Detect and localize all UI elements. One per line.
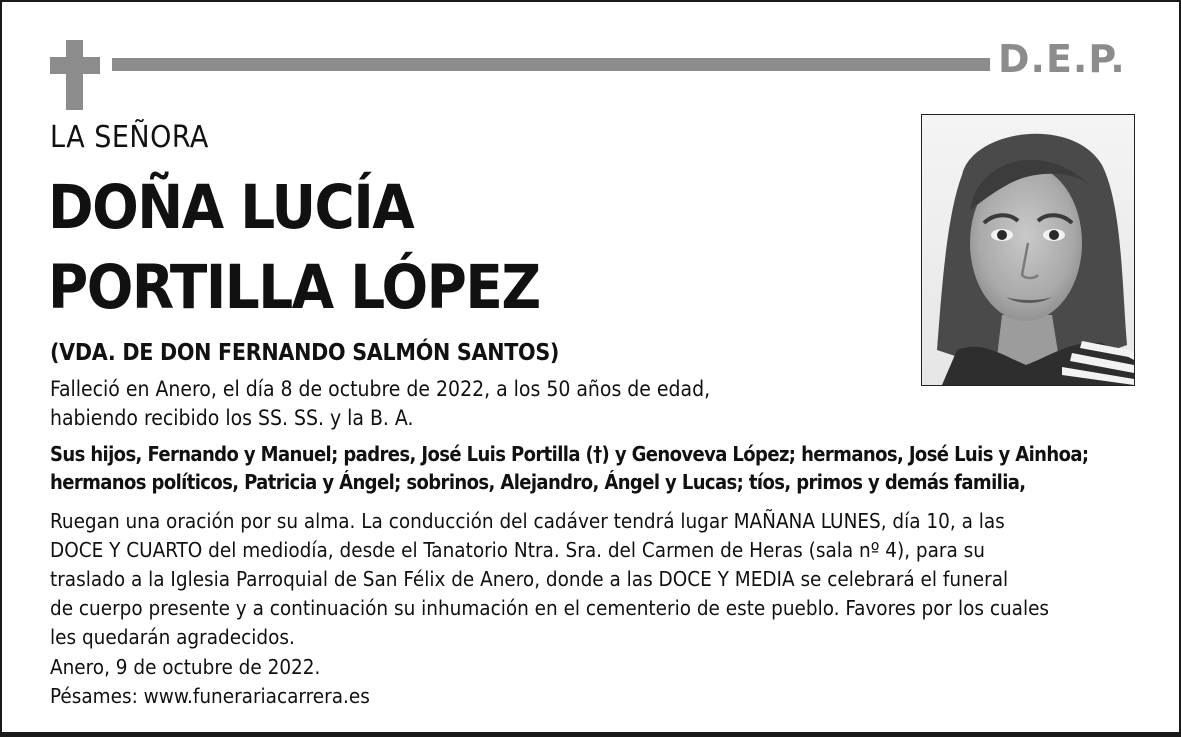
deceased-name (48, 168, 540, 328)
condolences-link[interactable]: Pésames: www.funerariacarrera.es (50, 684, 370, 708)
place-date: Anero, 9 de octubre de 2022. (50, 655, 321, 679)
death-notice-line-2: habiendo recibido los SS. SS. y la B. A. (50, 406, 414, 430)
death-notice (50, 375, 770, 433)
widow-of: (VDA. DE DON FERNANDO SALMÓN SANTOS) (50, 340, 560, 366)
cross-icon (50, 40, 100, 110)
prayer-line-5: les quedarán agradecidos. (50, 625, 295, 649)
name-line-1: DOÑA LUCÍA (48, 172, 414, 243)
deceased-title: LA SEÑORA (50, 120, 209, 155)
family-line-1: Sus hijos, Fernando y Manuel; padres, José Luis Portilla (†) y Genoveva López; hermanos, José Luis y Ainhoa; (50, 442, 1089, 466)
prayer-text (50, 507, 1140, 652)
family-line-2: hermanos políticos, Patricia y Ángel; sobrinos, Alejandro, Ángel y Lucas; tíos, primos y demás familia, (50, 470, 1026, 494)
prayer-line-2: DOCE Y CUARTO del mediodía, desde el Tanatorio Ntra. Sra. del Carmen de Heras (sala nº 4), para su (50, 538, 985, 562)
name-line-2: PORTILLA LÓPEZ (48, 252, 540, 323)
dep-label: D.E.P. (998, 37, 1126, 81)
family-list (50, 440, 1150, 496)
prayer-line-1: Ruegan una oración por su alma. La conducción del cadáver tendrá lugar MAÑANA LUNES, día 10, a las (50, 509, 1005, 533)
death-notice-line-1: Falleció en Anero, el día 8 de octubre de 2022, a los 50 años de edad, (50, 377, 711, 401)
portrait-photo (921, 114, 1135, 386)
header-rule (112, 58, 990, 71)
prayer-line-3: traslado a la Iglesia Parroquial de San Félix de Anero, donde a las DOCE Y MEDIA se celebrará el funeral (50, 567, 1009, 591)
prayer-line-4: de cuerpo presente y a continuación su inhumación en el cementerio de este pueblo. Favores por los cuales (50, 596, 1050, 620)
footer (50, 653, 370, 711)
